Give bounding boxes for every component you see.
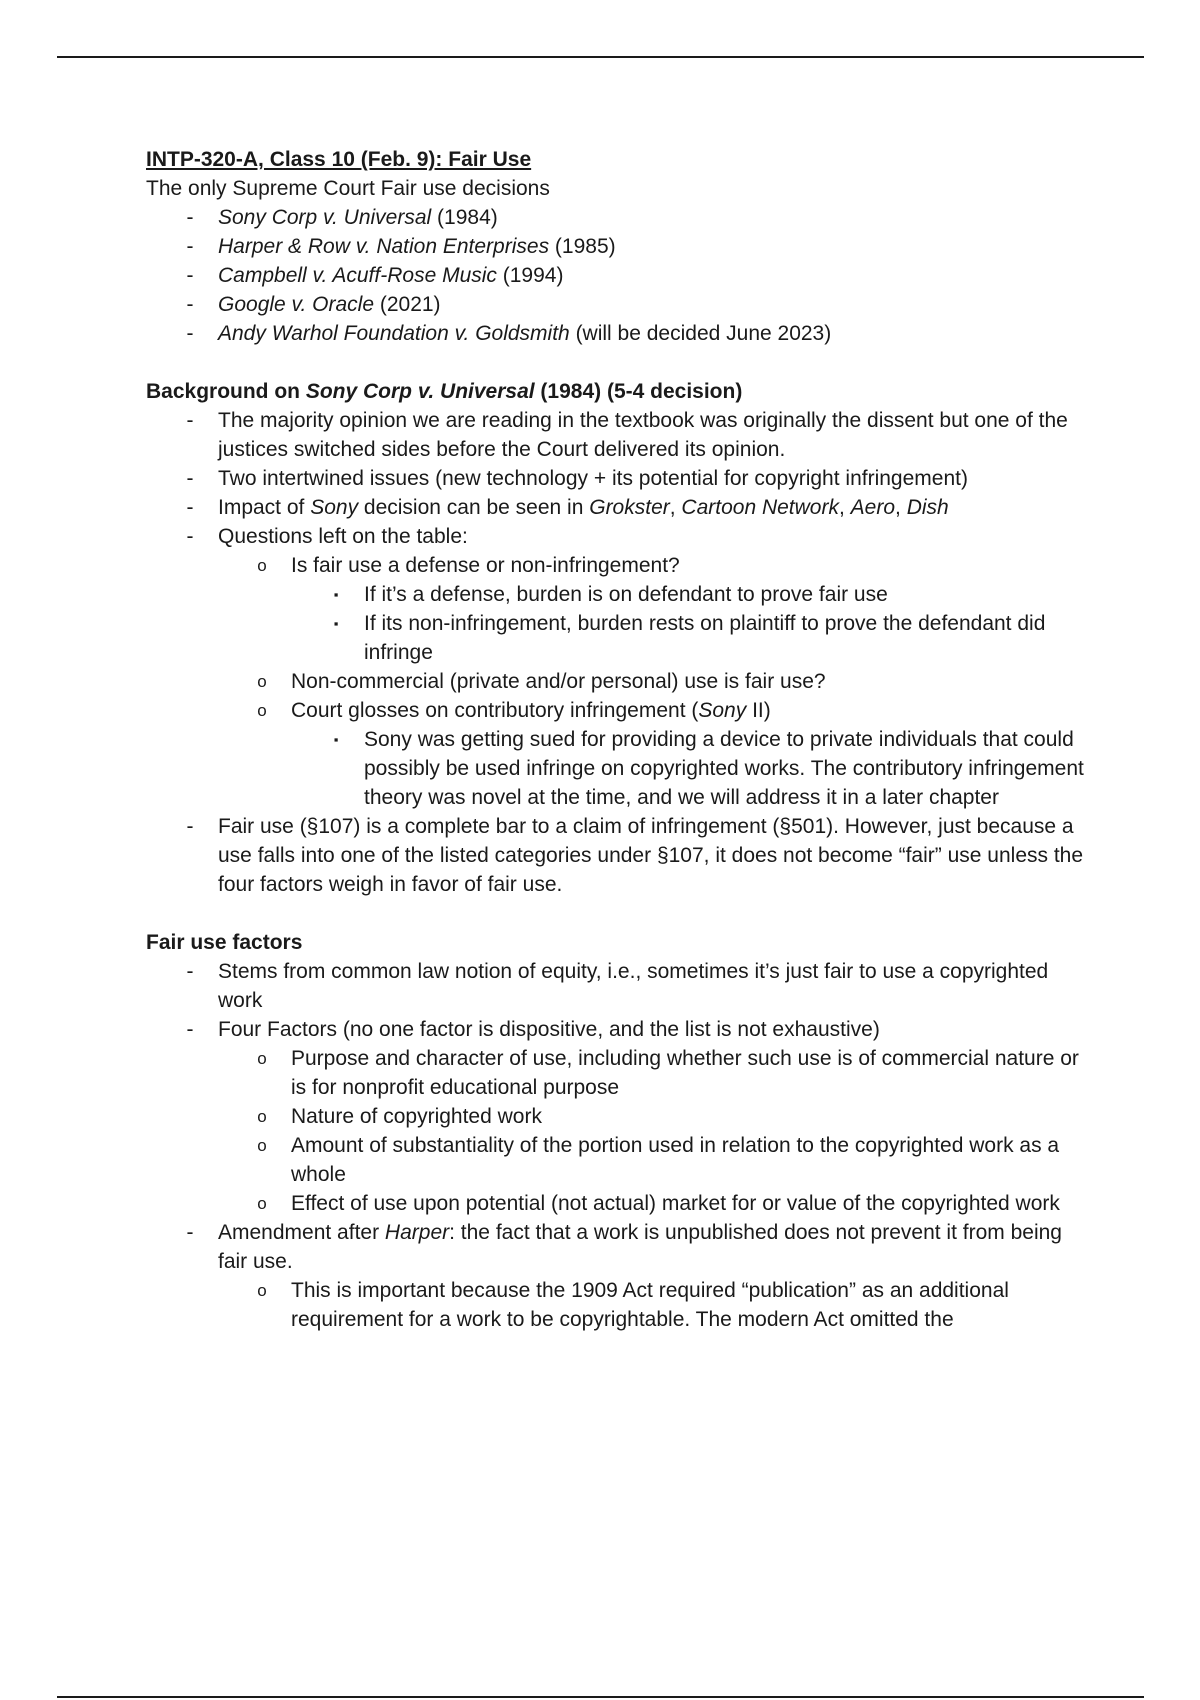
list-item: o Amount of substantiality of the portion used in relation to the copyrighted work as a whole [146, 1131, 1086, 1189]
list-item: - The majority opinion we are reading in the textbook was originally the dissent but one of the justices switched sides before the Court delivered its opinion. [146, 406, 1086, 464]
dash-bullet: - [186, 496, 194, 519]
square-bullet: ▪ [333, 732, 339, 747]
footer-rule [57, 1696, 1144, 1698]
section-heading-factors: Fair use factors [146, 931, 303, 954]
list-item: - Fair use (§107) is a complete bar to a claim of infringement (§501). However, just because a use falls into one of the listed categories under §107, it does not become “fair” use unless the four factors weigh in favor of fair use. [146, 812, 1086, 899]
sub-list [146, 580, 1086, 667]
spacer [146, 348, 1086, 377]
amendment-sub-list [146, 1276, 1086, 1334]
dash-bullet: - [186, 293, 194, 316]
list-item: - Stems from common law notion of equity, i.e., sometimes it’s just fair to use a copyrighted work [146, 957, 1086, 1015]
list-item: - Four Factors (no one factor is dispositive, and the list is not exhaustive) o Purpose and character of use, including whether such use is of commercial nature or is for nonprofit educational purpose o Nature of copyrighted work o Amount of substantiality of the portion used in relation to the copyrighted work as a whole o Effect of use upon potential (not actual) market for or value of the copyrighted work [146, 1015, 1086, 1218]
dash-bullet: - [186, 264, 194, 287]
list-item: - Andy Warhol Foundation v. Goldsmith (will be decided June 2023) [146, 319, 1086, 348]
four-factors-list [146, 1044, 1086, 1218]
spacer [146, 899, 1086, 928]
dash-bullet: - [186, 525, 194, 548]
background-list [146, 406, 1086, 899]
list-item: o This is important because the 1909 Act required “publication” as an additional requirement for a work to be copyrightable. The modern Act omitted the [146, 1276, 1086, 1334]
list-item: o Effect of use upon potential (not actual) market for or value of the copyrighted work [146, 1189, 1086, 1218]
dash-bullet: - [186, 206, 194, 229]
list-item: - Amendment after Harper: the fact that a work is unpublished does not prevent it from being fair use. o This is important because the 1909 Act required “publication” as an additional requirement for a work to be copyrightable. The modern Act omitted the [146, 1218, 1086, 1334]
list-item: - Two intertwined issues (new technology + its potential for copyright infringement) [146, 464, 1086, 493]
circle-bullet: o [257, 1281, 267, 1300]
dash-bullet: - [186, 960, 194, 983]
circle-bullet: o [257, 701, 267, 720]
square-bullet: ▪ [333, 616, 339, 631]
dash-bullet: - [186, 467, 194, 490]
list-item: - Google v. Oracle (2021) [146, 290, 1086, 319]
case-list [146, 203, 1086, 348]
header-rule [57, 56, 1144, 58]
list-item: - Campbell v. Acuff-Rose Music (1994) [146, 261, 1086, 290]
list-item: o Is fair use a defense or non-infringement? ▪ If it’s a defense, burden is on defendant to prove fair use ▪ If its non-infringement, burden rests on plaintiff to prove the defendant did infringe [146, 551, 1086, 667]
dash-bullet: - [186, 235, 194, 258]
page-title: INTP-320-A, Class 10 (Feb. 9): Fair Use [146, 148, 532, 171]
list-item: o Purpose and character of use, including whether such use is of commercial nature or is for nonprofit educational purpose [146, 1044, 1086, 1102]
dash-bullet: - [186, 815, 194, 838]
list-item: o Non-commercial (private and/or personal) use is fair use? [146, 667, 1086, 696]
list-item: o Court glosses on contributory infringement (Sony II) ▪ Sony was getting sued for providing a device to private individuals that could possibly be used infringe on copyrighted works. The contributory infringement theory was novel at the time, and we will address it in a later chapter [146, 696, 1086, 812]
circle-bullet: o [257, 1107, 267, 1126]
list-item: - Sony Corp v. Universal (1984) [146, 203, 1086, 232]
list-item: - Questions left on the table: o Is fair use a defense or non-infringement? ▪ If it’s a defense, burden is on defendant to prove fair use ▪ If its non-infringement, burden rests on plaintiff to prove the defendant did infringe o Non-commercial (private and/or personal) use is fair use? o Court glosses on contributory infringement (Sony II) ▪ Sony was getting sued for providing a device to private individuals that could possibly be used infringe on copyrighted works. The contributory infringement theory was novel at the time, and we will address it in a later chapter [146, 522, 1086, 812]
circle-bullet: o [257, 1194, 267, 1213]
list-item: o Nature of copyrighted work [146, 1102, 1086, 1131]
square-bullet: ▪ [333, 587, 339, 602]
list-item: - Impact of Sony decision can be seen in Grokster, Cartoon Network, Aero, Dish [146, 493, 1086, 522]
dash-bullet: - [186, 1221, 194, 1244]
dash-bullet: - [186, 1018, 194, 1041]
dash-bullet: - [186, 409, 194, 432]
circle-bullet: o [257, 1136, 267, 1155]
circle-bullet: o [257, 1049, 267, 1068]
circle-bullet: o [257, 556, 267, 575]
list-item: ▪ Sony was getting sued for providing a device to private individuals that could possibly be used infringe on copyrighted works. The contributory infringement theory was novel at the time, and we will address it in a later chapter [146, 725, 1086, 812]
intro-text: The only Supreme Court Fair use decisions [146, 177, 550, 200]
list-item: ▪ If its non-infringement, burden rests on plaintiff to prove the defendant did infringe [146, 609, 1086, 667]
section-heading-background: Background on Sony Corp v. Universal (1984) (5-4 decision) [146, 380, 743, 403]
factors-list [146, 957, 1086, 1334]
list-item: ▪ If it’s a defense, burden is on defendant to prove fair use [146, 580, 1086, 609]
dash-bullet: - [186, 322, 194, 345]
circle-bullet: o [257, 672, 267, 691]
list-item: - Harper & Row v. Nation Enterprises (1985) [146, 232, 1086, 261]
document-body [146, 145, 1086, 1334]
questions-list [146, 551, 1086, 812]
sub-list [146, 725, 1086, 812]
